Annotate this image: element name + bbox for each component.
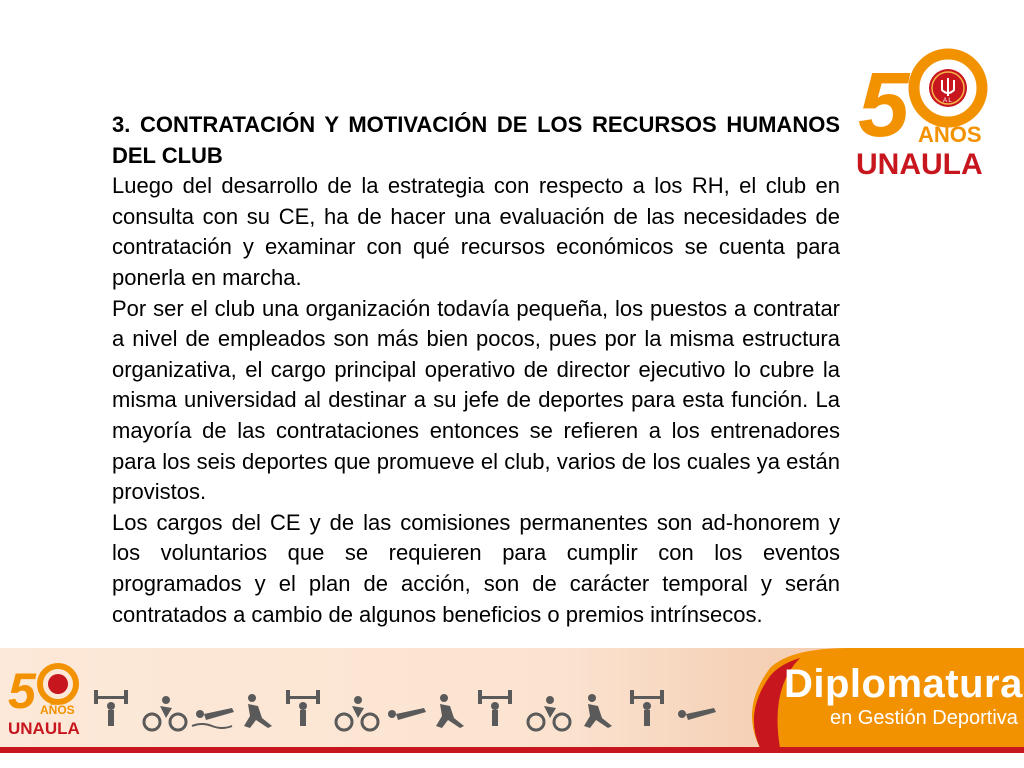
weightlifter-icon <box>94 690 128 726</box>
cyclist-icon-2 <box>336 696 378 730</box>
footer-banner <box>0 648 1024 768</box>
swimmer-icon-2 <box>388 708 426 720</box>
cyclist-icon <box>144 696 186 730</box>
paragraph-1: Luego del desarrollo de la estrategia con respecto a los RH, el club en consulta con su CE, ha de hacer una evaluación de las necesidades de contratación y examinar con qué recursos económicos se cuenta para ponerla en marcha. <box>112 173 840 290</box>
svg-text:5: 5 <box>858 54 910 156</box>
unaula-50-anos-logo <box>856 40 996 180</box>
unaula-50-anos-small-logo <box>6 656 86 742</box>
svg-text:AÑOS: AÑOS <box>918 122 982 147</box>
slide-content <box>112 110 840 630</box>
banner-white-strip <box>0 753 1024 768</box>
runner-icon-3 <box>584 694 612 728</box>
paragraph-2: Por ser el club una organización todavía pequeña, los puestos a contratar a nivel de empleados son más bien pocos, pues por la misma estructura organizativa, el cargo principal operativo de director ejecutivo lo cubre la misma universidad al destinar a su jefe de deportes para esta función. La mayoría de las contrataciones entonces se refieren a los entrenadores para los seis deportes que promueve el club, varios de los cuales ya están provistos. <box>112 295 840 505</box>
slide-heading: 3. CONTRATACIÓN Y MOTIVACIÓN DE LOS RECURSOS HUMANOS DEL CLUB <box>112 112 840 168</box>
svg-text:UNAULA: UNAULA <box>856 148 983 180</box>
swimmer-icon <box>192 708 234 728</box>
svg-text:A L: A L <box>943 98 952 104</box>
weightlifter-icon-4 <box>630 690 664 726</box>
weightlifter-icon-3 <box>478 690 512 726</box>
svg-text:AÑOS: AÑOS <box>40 703 75 717</box>
svg-text:UNAULA: UNAULA <box>8 719 80 738</box>
runner-icon <box>244 694 272 728</box>
runner-icon-2 <box>436 694 464 728</box>
svg-text:5: 5 <box>8 663 36 719</box>
paragraph-3: Los cargos del CE y de las comisiones permanentes son ad-honorem y los voluntarios que se requieren para cumplir con los eventos programados y el plan de acción, son de carácter temporal y serán contratados a cambio de algunos beneficios o premios intrínsecos. <box>112 509 840 627</box>
banner-title: Diplomatura <box>784 662 1023 706</box>
athlete-silhouettes-strip <box>92 678 732 738</box>
cyclist-icon-3 <box>528 696 570 730</box>
weightlifter-icon-2 <box>286 690 320 726</box>
swimmer-icon-3 <box>678 708 716 720</box>
banner-subtitle: en Gestión Deportiva <box>830 707 1018 729</box>
